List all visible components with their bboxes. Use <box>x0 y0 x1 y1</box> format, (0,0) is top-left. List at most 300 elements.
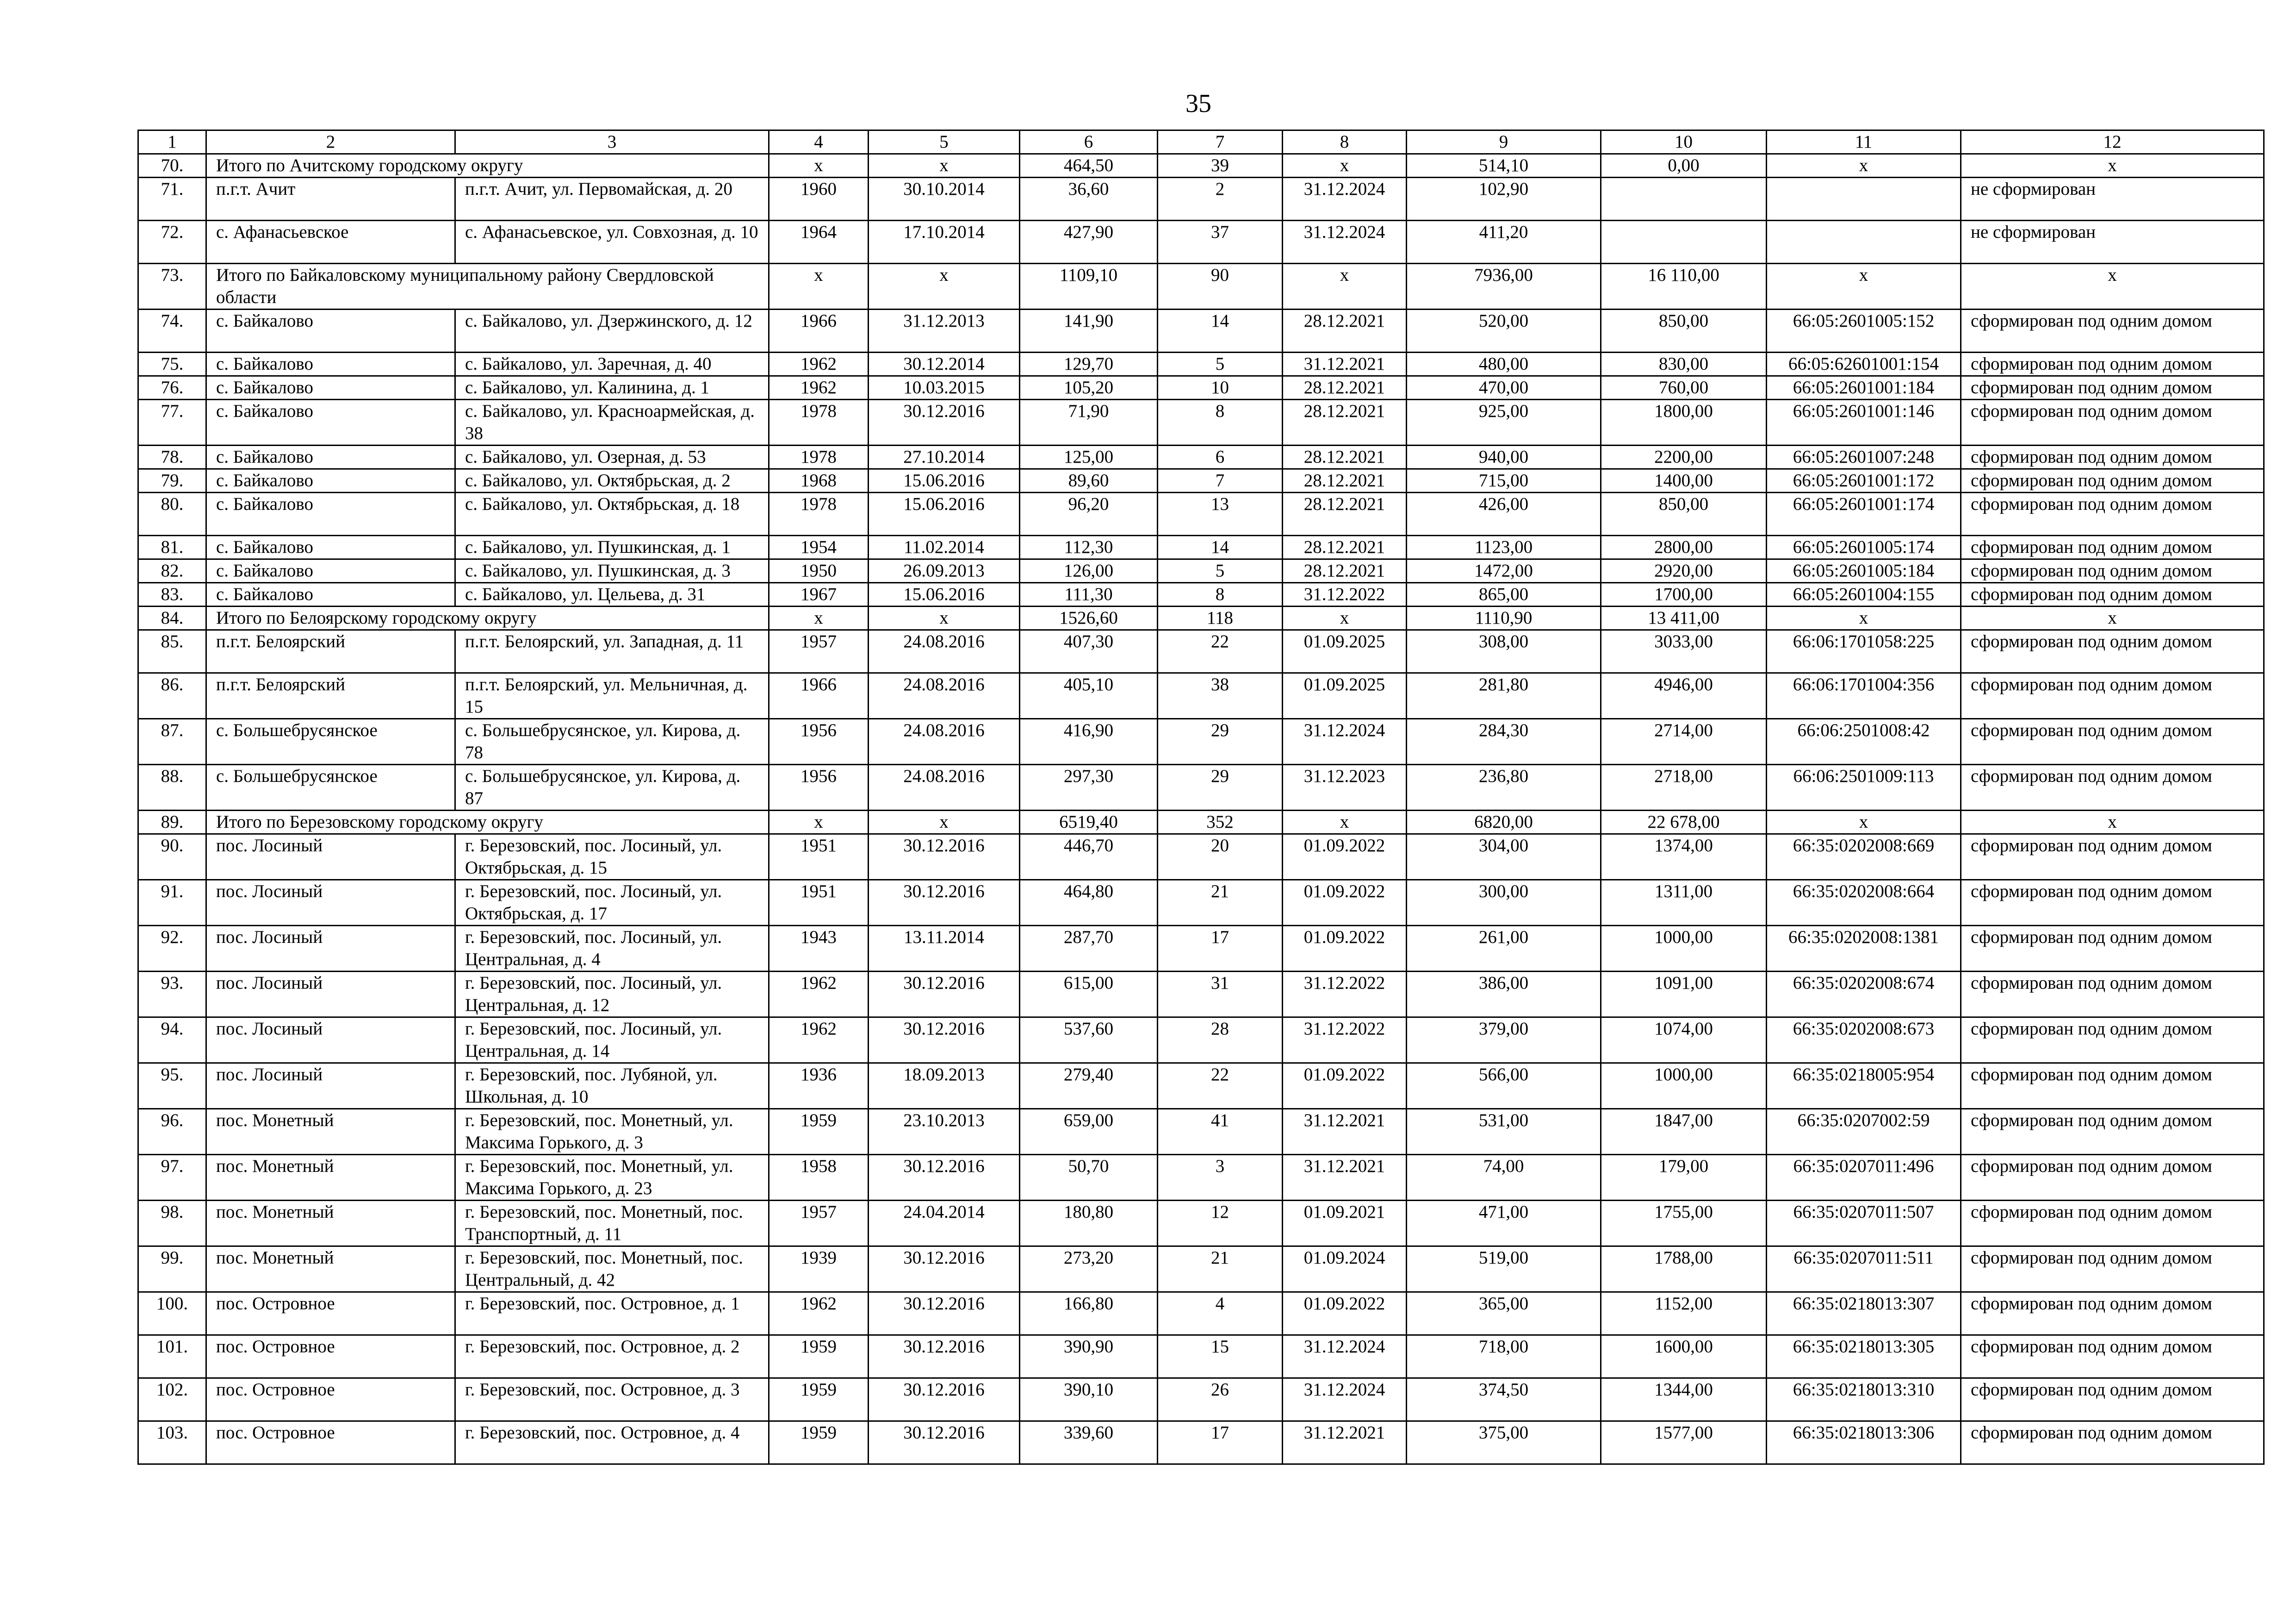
deadline-cell: х <box>1283 264 1407 310</box>
value-cell: 2714,00 <box>1601 719 1767 765</box>
value-cell: 514,10 <box>1407 154 1601 178</box>
settlement-cell: п.г.т. Белоярский <box>206 673 455 719</box>
area-cell: 1526,60 <box>1020 607 1158 630</box>
address-cell: с. Байкалово, ул. Калинина, д. 1 <box>455 376 769 400</box>
cadastral-number-cell: 66:05:2601007:248 <box>1767 446 1961 469</box>
residents-cell: 5 <box>1158 559 1283 583</box>
residents-cell: 2 <box>1158 178 1283 221</box>
cadastral-number-cell: 66:35:0207011:507 <box>1767 1201 1961 1246</box>
year-built-cell: 1959 <box>769 1335 869 1378</box>
value-cell: 1000,00 <box>1601 926 1767 972</box>
year-built-cell: 1957 <box>769 1201 869 1246</box>
area-cell: 166,80 <box>1020 1292 1158 1335</box>
year-built-cell: 1962 <box>769 1292 869 1335</box>
value-cell: 1374,00 <box>1601 834 1767 880</box>
residents-cell: 4 <box>1158 1292 1283 1335</box>
value-cell: 1074,00 <box>1601 1017 1767 1063</box>
residents-cell: 37 <box>1158 221 1283 264</box>
deadline-cell: 01.09.2022 <box>1283 1292 1407 1335</box>
deadline-cell: 31.12.2024 <box>1283 1378 1407 1421</box>
residents-cell: 13 <box>1158 493 1283 536</box>
value-cell: 308,00 <box>1407 630 1601 673</box>
area-cell: 297,30 <box>1020 765 1158 811</box>
land-status-cell: сформирован под одним домом <box>1961 1378 2264 1421</box>
row-number-cell: 96. <box>138 1109 206 1155</box>
table-row <box>138 1421 2264 1464</box>
column-number-header-row <box>138 130 2264 154</box>
value-cell: 284,30 <box>1407 719 1601 765</box>
value-cell: 304,00 <box>1407 834 1601 880</box>
date-cell: 30.12.2016 <box>869 1421 1020 1464</box>
cadastral-number-cell: х <box>1767 154 1961 178</box>
deadline-cell: 31.12.2022 <box>1283 1017 1407 1063</box>
date-cell: 27.10.2014 <box>869 446 1020 469</box>
date-cell: 11.02.2014 <box>869 536 1020 559</box>
cadastral-number-cell: 66:05:2601004:155 <box>1767 583 1961 607</box>
date-cell: 30.12.2016 <box>869 1335 1020 1378</box>
deadline-cell: 31.12.2024 <box>1283 221 1407 264</box>
cadastral-number-cell: 66:05:2601001:146 <box>1767 400 1961 446</box>
cadastral-number-cell: 66:35:0207002:59 <box>1767 1109 1961 1155</box>
address-cell: г. Березовский, пос. Монетный, ул. Максима Горького, д. 23 <box>455 1155 769 1201</box>
deadline-cell: 28.12.2021 <box>1283 400 1407 446</box>
column-header: 5 <box>869 130 1020 154</box>
column-header: 8 <box>1283 130 1407 154</box>
value-cell: 7936,00 <box>1407 264 1601 310</box>
row-number-cell: 87. <box>138 719 206 765</box>
year-built-cell: 1957 <box>769 630 869 673</box>
area-cell: 89,60 <box>1020 469 1158 493</box>
row-number-cell: 93. <box>138 972 206 1017</box>
value-cell: 2718,00 <box>1601 765 1767 811</box>
table-row <box>138 834 2264 880</box>
date-cell: 24.08.2016 <box>869 673 1020 719</box>
value-cell: 2800,00 <box>1601 536 1767 559</box>
subtotal-row <box>138 607 2264 630</box>
land-status-cell: сформирован под одним домом <box>1961 1335 2264 1378</box>
deadline-cell: 01.09.2025 <box>1283 630 1407 673</box>
land-status-cell: сформирован под одним домом <box>1961 719 2264 765</box>
deadline-cell: 31.12.2024 <box>1283 1335 1407 1378</box>
date-cell: 24.04.2014 <box>869 1201 1020 1246</box>
value-cell: 1577,00 <box>1601 1421 1767 1464</box>
cadastral-number-cell: 66:35:0218005:954 <box>1767 1063 1961 1109</box>
value-cell: 1152,00 <box>1601 1292 1767 1335</box>
value-cell: 386,00 <box>1407 972 1601 1017</box>
value-cell: 281,80 <box>1407 673 1601 719</box>
address-cell: г. Березовский, пос. Островное, д. 2 <box>455 1335 769 1378</box>
residents-cell: 6 <box>1158 446 1283 469</box>
cadastral-number-cell: х <box>1767 811 1961 834</box>
row-number-cell: 73. <box>138 264 206 310</box>
date-cell: 30.10.2014 <box>869 178 1020 221</box>
date-cell: 30.12.2016 <box>869 834 1020 880</box>
settlement-cell: пос. Монетный <box>206 1246 455 1292</box>
deadline-cell: 31.12.2021 <box>1283 353 1407 376</box>
residents-cell: 7 <box>1158 469 1283 493</box>
residents-cell: 26 <box>1158 1378 1283 1421</box>
value-cell: 426,00 <box>1407 493 1601 536</box>
row-number-cell: 95. <box>138 1063 206 1109</box>
value-cell: 411,20 <box>1407 221 1601 264</box>
land-status-cell: сформирован под одним домом <box>1961 1155 2264 1201</box>
address-cell: г. Березовский, пос. Лосиный, ул. Октябрьская, д. 15 <box>455 834 769 880</box>
address-cell: г. Березовский, пос. Лосиный, ул. Центральная, д. 4 <box>455 926 769 972</box>
area-cell: 129,70 <box>1020 353 1158 376</box>
value-cell: 470,00 <box>1407 376 1601 400</box>
row-number-cell: 98. <box>138 1201 206 1246</box>
value-cell: 365,00 <box>1407 1292 1601 1335</box>
settlement-cell: с. Байкалово <box>206 376 455 400</box>
area-cell: 6519,40 <box>1020 811 1158 834</box>
land-status-cell: х <box>1961 607 2264 630</box>
address-cell: г. Березовский, пос. Островное, д. 1 <box>455 1292 769 1335</box>
deadline-cell: 31.12.2022 <box>1283 583 1407 607</box>
value-cell: 1472,00 <box>1407 559 1601 583</box>
residents-cell: 90 <box>1158 264 1283 310</box>
address-cell: с. Байкалово, ул. Озерная, д. 53 <box>455 446 769 469</box>
date-cell: 30.12.2016 <box>869 972 1020 1017</box>
year-built-cell: 1951 <box>769 834 869 880</box>
column-header: 12 <box>1961 130 2264 154</box>
year-built-cell: 1943 <box>769 926 869 972</box>
land-status-cell: сформирован под одним домом <box>1961 400 2264 446</box>
year-built-cell: 1936 <box>769 1063 869 1109</box>
value-cell: 2200,00 <box>1601 446 1767 469</box>
settlement-cell: п.г.т. Белоярский <box>206 630 455 673</box>
address-cell: с. Байкалово, ул. Пушкинская, д. 1 <box>455 536 769 559</box>
row-number-cell: 82. <box>138 559 206 583</box>
date-cell: 30.12.2016 <box>869 1378 1020 1421</box>
settlement-cell: пос. Островное <box>206 1378 455 1421</box>
table-row <box>138 446 2264 469</box>
deadline-cell: 31.12.2023 <box>1283 765 1407 811</box>
residents-cell: 38 <box>1158 673 1283 719</box>
address-cell: с. Байкалово, ул. Октябрьская, д. 2 <box>455 469 769 493</box>
value-cell <box>1601 178 1767 221</box>
cadastral-number-cell: 66:35:0202008:669 <box>1767 834 1961 880</box>
row-number-cell: 97. <box>138 1155 206 1201</box>
value-cell: 1344,00 <box>1601 1378 1767 1421</box>
value-cell: 519,00 <box>1407 1246 1601 1292</box>
land-status-cell: сформирован под одним домом <box>1961 1201 2264 1246</box>
land-status-cell: х <box>1961 264 2264 310</box>
settlement-cell: пос. Монетный <box>206 1201 455 1246</box>
deadline-cell: 31.12.2021 <box>1283 1421 1407 1464</box>
address-cell: п.г.т. Белоярский, ул. Западная, д. 11 <box>455 630 769 673</box>
cadastral-number-cell: 66:35:0202008:664 <box>1767 880 1961 926</box>
year-built-cell: х <box>769 154 869 178</box>
residents-cell: 8 <box>1158 400 1283 446</box>
value-cell: 300,00 <box>1407 880 1601 926</box>
cadastral-number-cell: 66:05:2601005:184 <box>1767 559 1961 583</box>
address-cell: с. Большебрусянское, ул. Кирова, д. 87 <box>455 765 769 811</box>
settlement-cell: пос. Лосиный <box>206 880 455 926</box>
residents-cell: 22 <box>1158 1063 1283 1109</box>
cadastral-number-cell: 66:35:0202008:674 <box>1767 972 1961 1017</box>
table-row <box>138 1155 2264 1201</box>
address-cell: с. Байкалово, ул. Пушкинская, д. 3 <box>455 559 769 583</box>
land-status-cell: сформирован под одним домом <box>1961 469 2264 493</box>
settlement-cell: с. Байкалово <box>206 469 455 493</box>
row-number-cell: 71. <box>138 178 206 221</box>
row-number-cell: 85. <box>138 630 206 673</box>
residents-cell: 21 <box>1158 880 1283 926</box>
area-cell: 279,40 <box>1020 1063 1158 1109</box>
residents-cell: 17 <box>1158 926 1283 972</box>
settlement-cell: п.г.т. Ачит <box>206 178 455 221</box>
deadline-cell: 28.12.2021 <box>1283 310 1407 353</box>
value-cell: 1800,00 <box>1601 400 1767 446</box>
value-cell: 925,00 <box>1407 400 1601 446</box>
deadline-cell: 31.12.2024 <box>1283 178 1407 221</box>
row-number-cell: 72. <box>138 221 206 264</box>
date-cell: х <box>869 154 1020 178</box>
row-number-cell: 92. <box>138 926 206 972</box>
address-cell: г. Березовский, пос. Островное, д. 4 <box>455 1421 769 1464</box>
value-cell: 1755,00 <box>1601 1201 1767 1246</box>
deadline-cell: 28.12.2021 <box>1283 559 1407 583</box>
date-cell: 30.12.2016 <box>869 1155 1020 1201</box>
land-status-cell: сформирован под одним домом <box>1961 880 2264 926</box>
table-row <box>138 926 2264 972</box>
deadline-cell: 01.09.2022 <box>1283 880 1407 926</box>
date-cell: 30.12.2016 <box>869 1017 1020 1063</box>
date-cell: 30.12.2016 <box>869 400 1020 446</box>
address-cell: г. Березовский, пос. Монетный, пос. Транспортный, д. 11 <box>455 1201 769 1246</box>
date-cell: 30.12.2016 <box>869 880 1020 926</box>
settlement-cell: пос. Монетный <box>206 1109 455 1155</box>
value-cell: 4946,00 <box>1601 673 1767 719</box>
cadastral-number-cell: 66:35:0218013:306 <box>1767 1421 1961 1464</box>
date-cell: х <box>869 607 1020 630</box>
deadline-cell: 01.09.2022 <box>1283 1063 1407 1109</box>
land-status-cell: сформирован под одним домом <box>1961 583 2264 607</box>
table-row <box>138 1201 2264 1246</box>
value-cell: 531,00 <box>1407 1109 1601 1155</box>
date-cell: х <box>869 264 1020 310</box>
land-status-cell: сформирован под одним домом <box>1961 1246 2264 1292</box>
area-cell: 125,00 <box>1020 446 1158 469</box>
value-cell: 236,80 <box>1407 765 1601 811</box>
table-row <box>138 493 2264 536</box>
row-number-cell: 70. <box>138 154 206 178</box>
table-row <box>138 1109 2264 1155</box>
value-cell: 1400,00 <box>1601 469 1767 493</box>
row-number-cell: 75. <box>138 353 206 376</box>
area-cell: 615,00 <box>1020 972 1158 1017</box>
value-cell: 1700,00 <box>1601 583 1767 607</box>
residents-cell: 12 <box>1158 1201 1283 1246</box>
deadline-cell: 01.09.2022 <box>1283 834 1407 880</box>
row-number-cell: 94. <box>138 1017 206 1063</box>
value-cell: 1788,00 <box>1601 1246 1767 1292</box>
year-built-cell: х <box>769 264 869 310</box>
cadastral-number-cell: 66:35:0218013:305 <box>1767 1335 1961 1378</box>
table-row <box>138 630 2264 673</box>
settlement-cell: пос. Лосиный <box>206 926 455 972</box>
residents-cell: 14 <box>1158 536 1283 559</box>
address-cell: п.г.т. Ачит, ул. Первомайская, д. 20 <box>455 178 769 221</box>
row-number-cell: 86. <box>138 673 206 719</box>
land-status-cell: сформирован под одним домом <box>1961 834 2264 880</box>
table-row <box>138 972 2264 1017</box>
year-built-cell: х <box>769 811 869 834</box>
column-header: 7 <box>1158 130 1283 154</box>
row-number-cell: 84. <box>138 607 206 630</box>
table-row <box>138 719 2264 765</box>
settlement-cell: с. Байкалово <box>206 400 455 446</box>
land-status-cell: не сформирован <box>1961 221 2264 264</box>
cadastral-number-cell: 66:06:2501008:42 <box>1767 719 1961 765</box>
address-cell: г. Березовский, пос. Лосиный, ул. Центральная, д. 12 <box>455 972 769 1017</box>
land-status-cell: не сформирован <box>1961 178 2264 221</box>
area-cell: 339,60 <box>1020 1421 1158 1464</box>
value-cell: 940,00 <box>1407 446 1601 469</box>
subtotal-label-cell: Итого по Байкаловскому муниципальному району Свердловской области <box>206 264 769 310</box>
value-cell: 1110,90 <box>1407 607 1601 630</box>
date-cell: 24.08.2016 <box>869 765 1020 811</box>
address-cell: г. Березовский, пос. Монетный, пос. Центральный, д. 42 <box>455 1246 769 1292</box>
settlement-cell: с. Байкалово <box>206 310 455 353</box>
date-cell: 24.08.2016 <box>869 719 1020 765</box>
year-built-cell: х <box>769 607 869 630</box>
land-status-cell: сформирован под одним домом <box>1961 1109 2264 1155</box>
subtotal-row <box>138 154 2264 178</box>
value-cell: 520,00 <box>1407 310 1601 353</box>
settlement-cell: пос. Лосиный <box>206 1017 455 1063</box>
value-cell: 1311,00 <box>1601 880 1767 926</box>
address-cell: с. Байкалово, ул. Октябрьская, д. 18 <box>455 493 769 536</box>
value-cell: 1000,00 <box>1601 1063 1767 1109</box>
column-header: 6 <box>1020 130 1158 154</box>
subtotal-row <box>138 811 2264 834</box>
date-cell: 15.06.2016 <box>869 469 1020 493</box>
cadastral-number-cell: 66:06:1701058:225 <box>1767 630 1961 673</box>
subtotal-label-cell: Итого по Березовскому городскому округу <box>206 811 769 834</box>
row-number-cell: 77. <box>138 400 206 446</box>
land-status-cell: сформирован под одним домом <box>1961 353 2264 376</box>
date-cell: 23.10.2013 <box>869 1109 1020 1155</box>
value-cell: 1847,00 <box>1601 1109 1767 1155</box>
address-cell: г. Березовский, пос. Лосиный, ул. Центральная, д. 14 <box>455 1017 769 1063</box>
settlement-cell: пос. Монетный <box>206 1155 455 1201</box>
row-number-cell: 78. <box>138 446 206 469</box>
value-cell: 1091,00 <box>1601 972 1767 1017</box>
settlement-cell: с. Большебрусянское <box>206 719 455 765</box>
row-number-cell: 79. <box>138 469 206 493</box>
table-row <box>138 1246 2264 1292</box>
table-row <box>138 353 2264 376</box>
residents-cell: 31 <box>1158 972 1283 1017</box>
address-cell: с. Афанасьевское, ул. Совхозная, д. 10 <box>455 221 769 264</box>
year-built-cell: 1962 <box>769 972 869 1017</box>
area-cell: 427,90 <box>1020 221 1158 264</box>
table-row <box>138 469 2264 493</box>
deadline-cell: 31.12.2021 <box>1283 1109 1407 1155</box>
table-row <box>138 1335 2264 1378</box>
value-cell: 1123,00 <box>1407 536 1601 559</box>
row-number-cell: 88. <box>138 765 206 811</box>
year-built-cell: 1962 <box>769 376 869 400</box>
area-cell: 112,30 <box>1020 536 1158 559</box>
year-built-cell: 1951 <box>769 880 869 926</box>
row-number-cell: 83. <box>138 583 206 607</box>
year-built-cell: 1968 <box>769 469 869 493</box>
area-cell: 390,90 <box>1020 1335 1158 1378</box>
table-row <box>138 673 2264 719</box>
cadastral-number-cell: 66:35:0207011:511 <box>1767 1246 1961 1292</box>
settlement-cell: пос. Островное <box>206 1292 455 1335</box>
residents-cell: 29 <box>1158 765 1283 811</box>
residents-cell: 39 <box>1158 154 1283 178</box>
value-cell: 16 110,00 <box>1601 264 1767 310</box>
settlement-cell: с. Байкалово <box>206 493 455 536</box>
value-cell: 6820,00 <box>1407 811 1601 834</box>
deadline-cell: 31.12.2022 <box>1283 972 1407 1017</box>
value-cell: 261,00 <box>1407 926 1601 972</box>
residents-cell: 8 <box>1158 583 1283 607</box>
settlement-cell: пос. Лосиный <box>206 834 455 880</box>
settlement-cell: с. Байкалово <box>206 446 455 469</box>
settlement-cell: с. Байкалово <box>206 583 455 607</box>
year-built-cell: 1962 <box>769 1017 869 1063</box>
area-cell: 141,90 <box>1020 310 1158 353</box>
table-body <box>138 130 2264 1464</box>
area-cell: 273,20 <box>1020 1246 1158 1292</box>
table-row <box>138 1063 2264 1109</box>
residents-cell: 14 <box>1158 310 1283 353</box>
area-cell: 446,70 <box>1020 834 1158 880</box>
row-number-cell: 103. <box>138 1421 206 1464</box>
cadastral-number-cell: 66:35:0202008:673 <box>1767 1017 1961 1063</box>
row-number-cell: 90. <box>138 834 206 880</box>
deadline-cell: 01.09.2024 <box>1283 1246 1407 1292</box>
cadastral-number-cell: 66:05:2601001:184 <box>1767 376 1961 400</box>
table-row <box>138 1017 2264 1063</box>
page-number: 35 <box>1185 89 1211 118</box>
area-cell: 416,90 <box>1020 719 1158 765</box>
cadastral-number-cell: 66:35:0218013:307 <box>1767 1292 1961 1335</box>
column-header: 2 <box>206 130 455 154</box>
cadastral-number-cell: 66:06:2501009:113 <box>1767 765 1961 811</box>
year-built-cell: 1958 <box>769 1155 869 1201</box>
date-cell: х <box>869 811 1020 834</box>
year-built-cell: 1959 <box>769 1421 869 1464</box>
deadline-cell: 01.09.2025 <box>1283 673 1407 719</box>
deadline-cell: 31.12.2021 <box>1283 1155 1407 1201</box>
area-cell: 464,50 <box>1020 154 1158 178</box>
area-cell: 36,60 <box>1020 178 1158 221</box>
residents-cell: 15 <box>1158 1335 1283 1378</box>
area-cell: 390,10 <box>1020 1378 1158 1421</box>
value-cell: 374,50 <box>1407 1378 1601 1421</box>
address-cell: с. Байкалово, ул. Заречная, д. 40 <box>455 353 769 376</box>
land-status-cell: сформирован под одним домом <box>1961 673 2264 719</box>
value-cell: 566,00 <box>1407 1063 1601 1109</box>
table-row <box>138 1378 2264 1421</box>
year-built-cell: 1964 <box>769 221 869 264</box>
table-row <box>138 765 2264 811</box>
year-built-cell: 1950 <box>769 559 869 583</box>
residents-cell: 17 <box>1158 1421 1283 1464</box>
year-built-cell: 1967 <box>769 583 869 607</box>
address-cell: г. Березовский, пос. Лосиный, ул. Октябрьская, д. 17 <box>455 880 769 926</box>
residents-cell: 28 <box>1158 1017 1283 1063</box>
area-cell: 405,10 <box>1020 673 1158 719</box>
area-cell: 50,70 <box>1020 1155 1158 1201</box>
residents-cell: 22 <box>1158 630 1283 673</box>
